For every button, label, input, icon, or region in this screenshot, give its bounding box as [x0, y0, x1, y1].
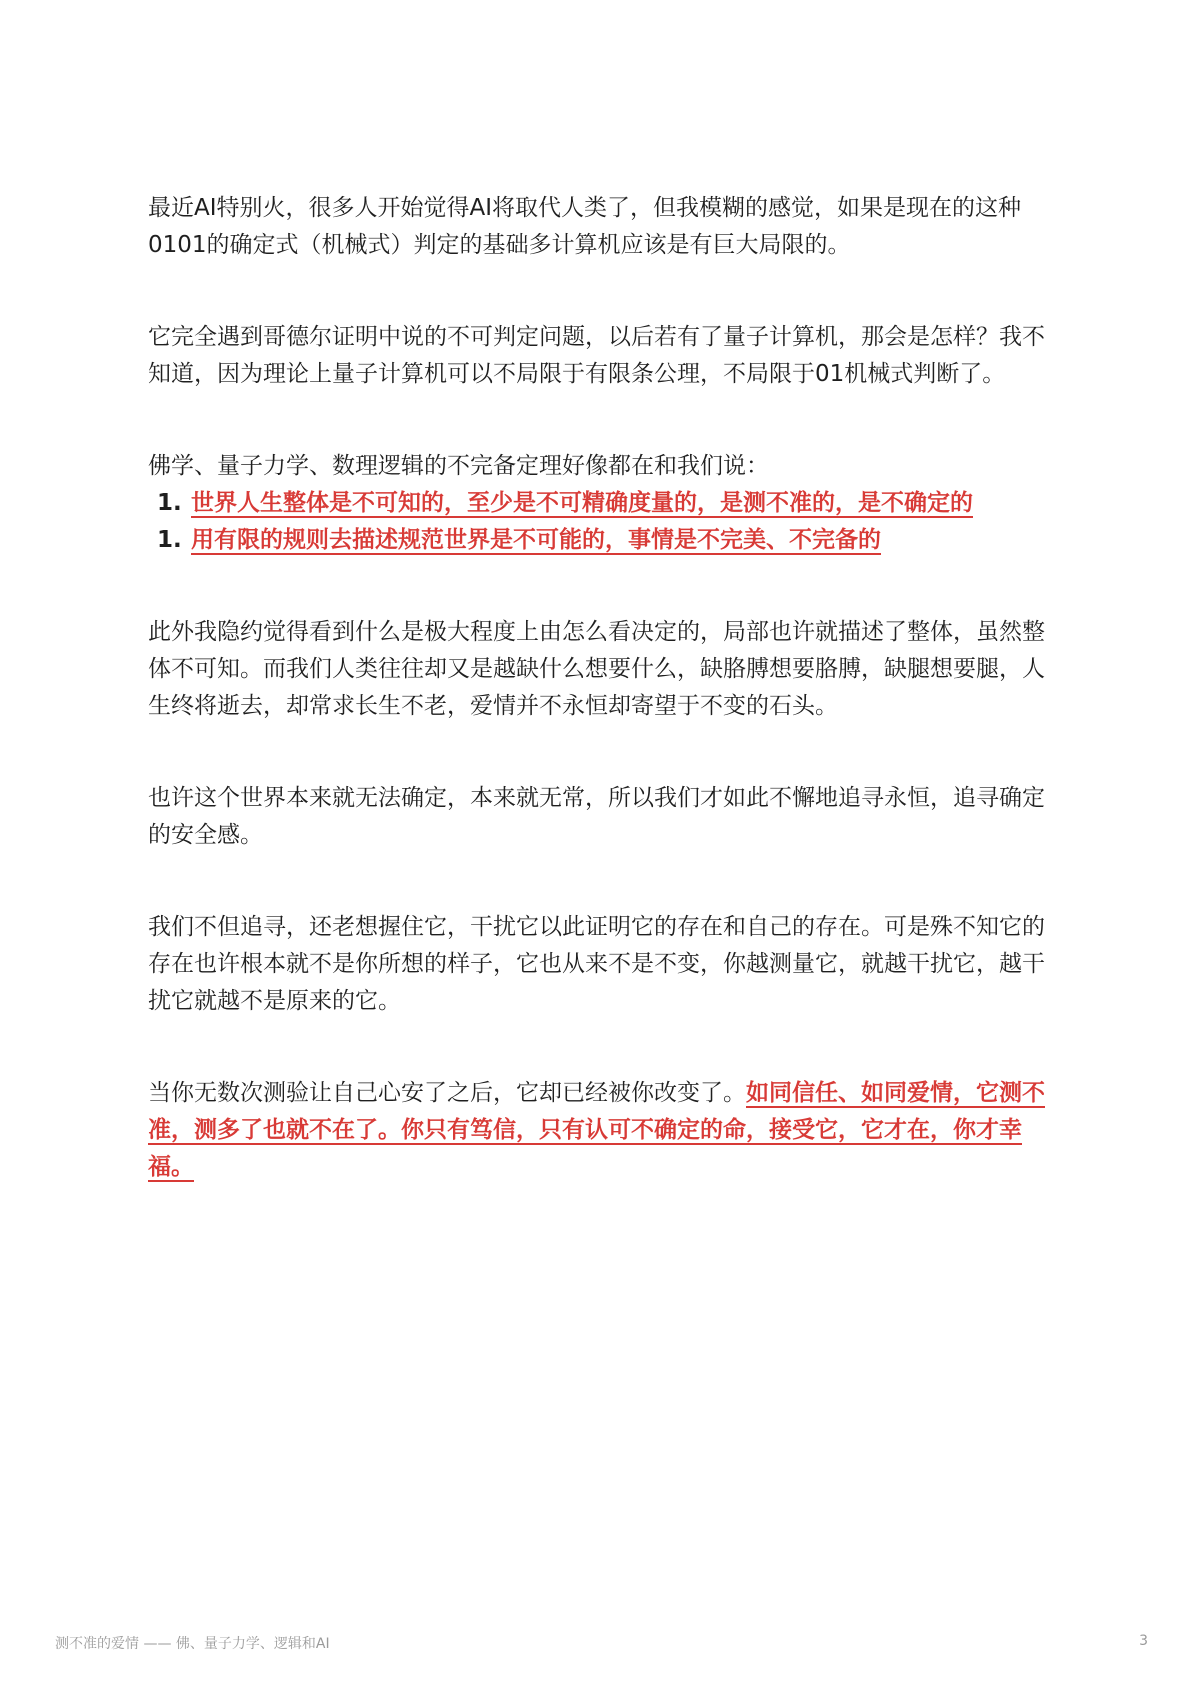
list-number: 1. — [157, 527, 182, 553]
list-number: 1. — [157, 490, 182, 516]
highlighted-list-text: 用有限的规则去描述规范世界是不可能的，事情是不完美、不完备的 — [191, 527, 881, 553]
footer-page-number: 3 — [1139, 1633, 1148, 1649]
footer-document-title: 测不准的爱情 —— 佛、量子力学、逻辑和AI — [55, 1636, 330, 1652]
paragraph-godel: 它完全遇到哥德尔证明中说的不可判定问题，以后若有了量子计算机，那会是怎样？我不知道，因为理论上量子计算机可以不局限于有限条公理，不局限于01机械式判断了。 — [148, 324, 1045, 387]
paragraph-perception: 此外我隐约觉得看到什么是极大程度上由怎么看决定的，局部也许就描述了整体，虽然整体不可知。而我们人类往往却又是越缺什么想要什么，缺胳膊想要胳膊，缺腿想要腿，人生终将逝去，却常求长生不老，爱情并不永恒却寄望于不变的石头。 — [148, 619, 1045, 719]
paragraph-intro-list: 佛学、量子力学、数理逻辑的不完备定理好像都在和我们说： — [148, 453, 769, 479]
conclusion-highlighted-text: 如同信任、如同爱情，它测不准，测多了也就不在了。你只有笃信，只有认可不确定的命，接受它，它才在，你才幸福。 — [148, 1080, 1045, 1180]
paragraph-uncertainty: 也许这个世界本来就无法确定，本来就无常，所以我们才如此不懈地追寻永恒，追寻确定的安全感。 — [148, 785, 1045, 848]
paragraph-ai-limits: 最近AI特别火，很多人开始觉得AI将取代人类了，但我模糊的感觉，如果是现在的这种0101的确定式（机械式）判定的基础多计算机应该是有巨大局限的。 — [148, 195, 1022, 258]
paragraph-conclusion — [148, 1075, 1052, 1186]
conclusion-plain-text: 当你无数次测验让自己心安了之后，它却已经被你改变了。 — [148, 1080, 746, 1106]
document-body — [148, 190, 1052, 1186]
list-item — [148, 485, 1052, 522]
highlighted-list-text: 世界人生整体是不可知的，至少是不可精确度量的，是测不准的，是不确定的 — [191, 490, 973, 516]
list-item — [148, 522, 1052, 559]
paragraph-measurement: 我们不但追寻，还老想握住它，干扰它以此证明它的存在和自己的存在。可是殊不知它的存在也许根本就不是你所想的样子，它也从来不是不变，你越测量它，就越干扰它，越干扰它就越不是原来的它。 — [148, 914, 1045, 1014]
